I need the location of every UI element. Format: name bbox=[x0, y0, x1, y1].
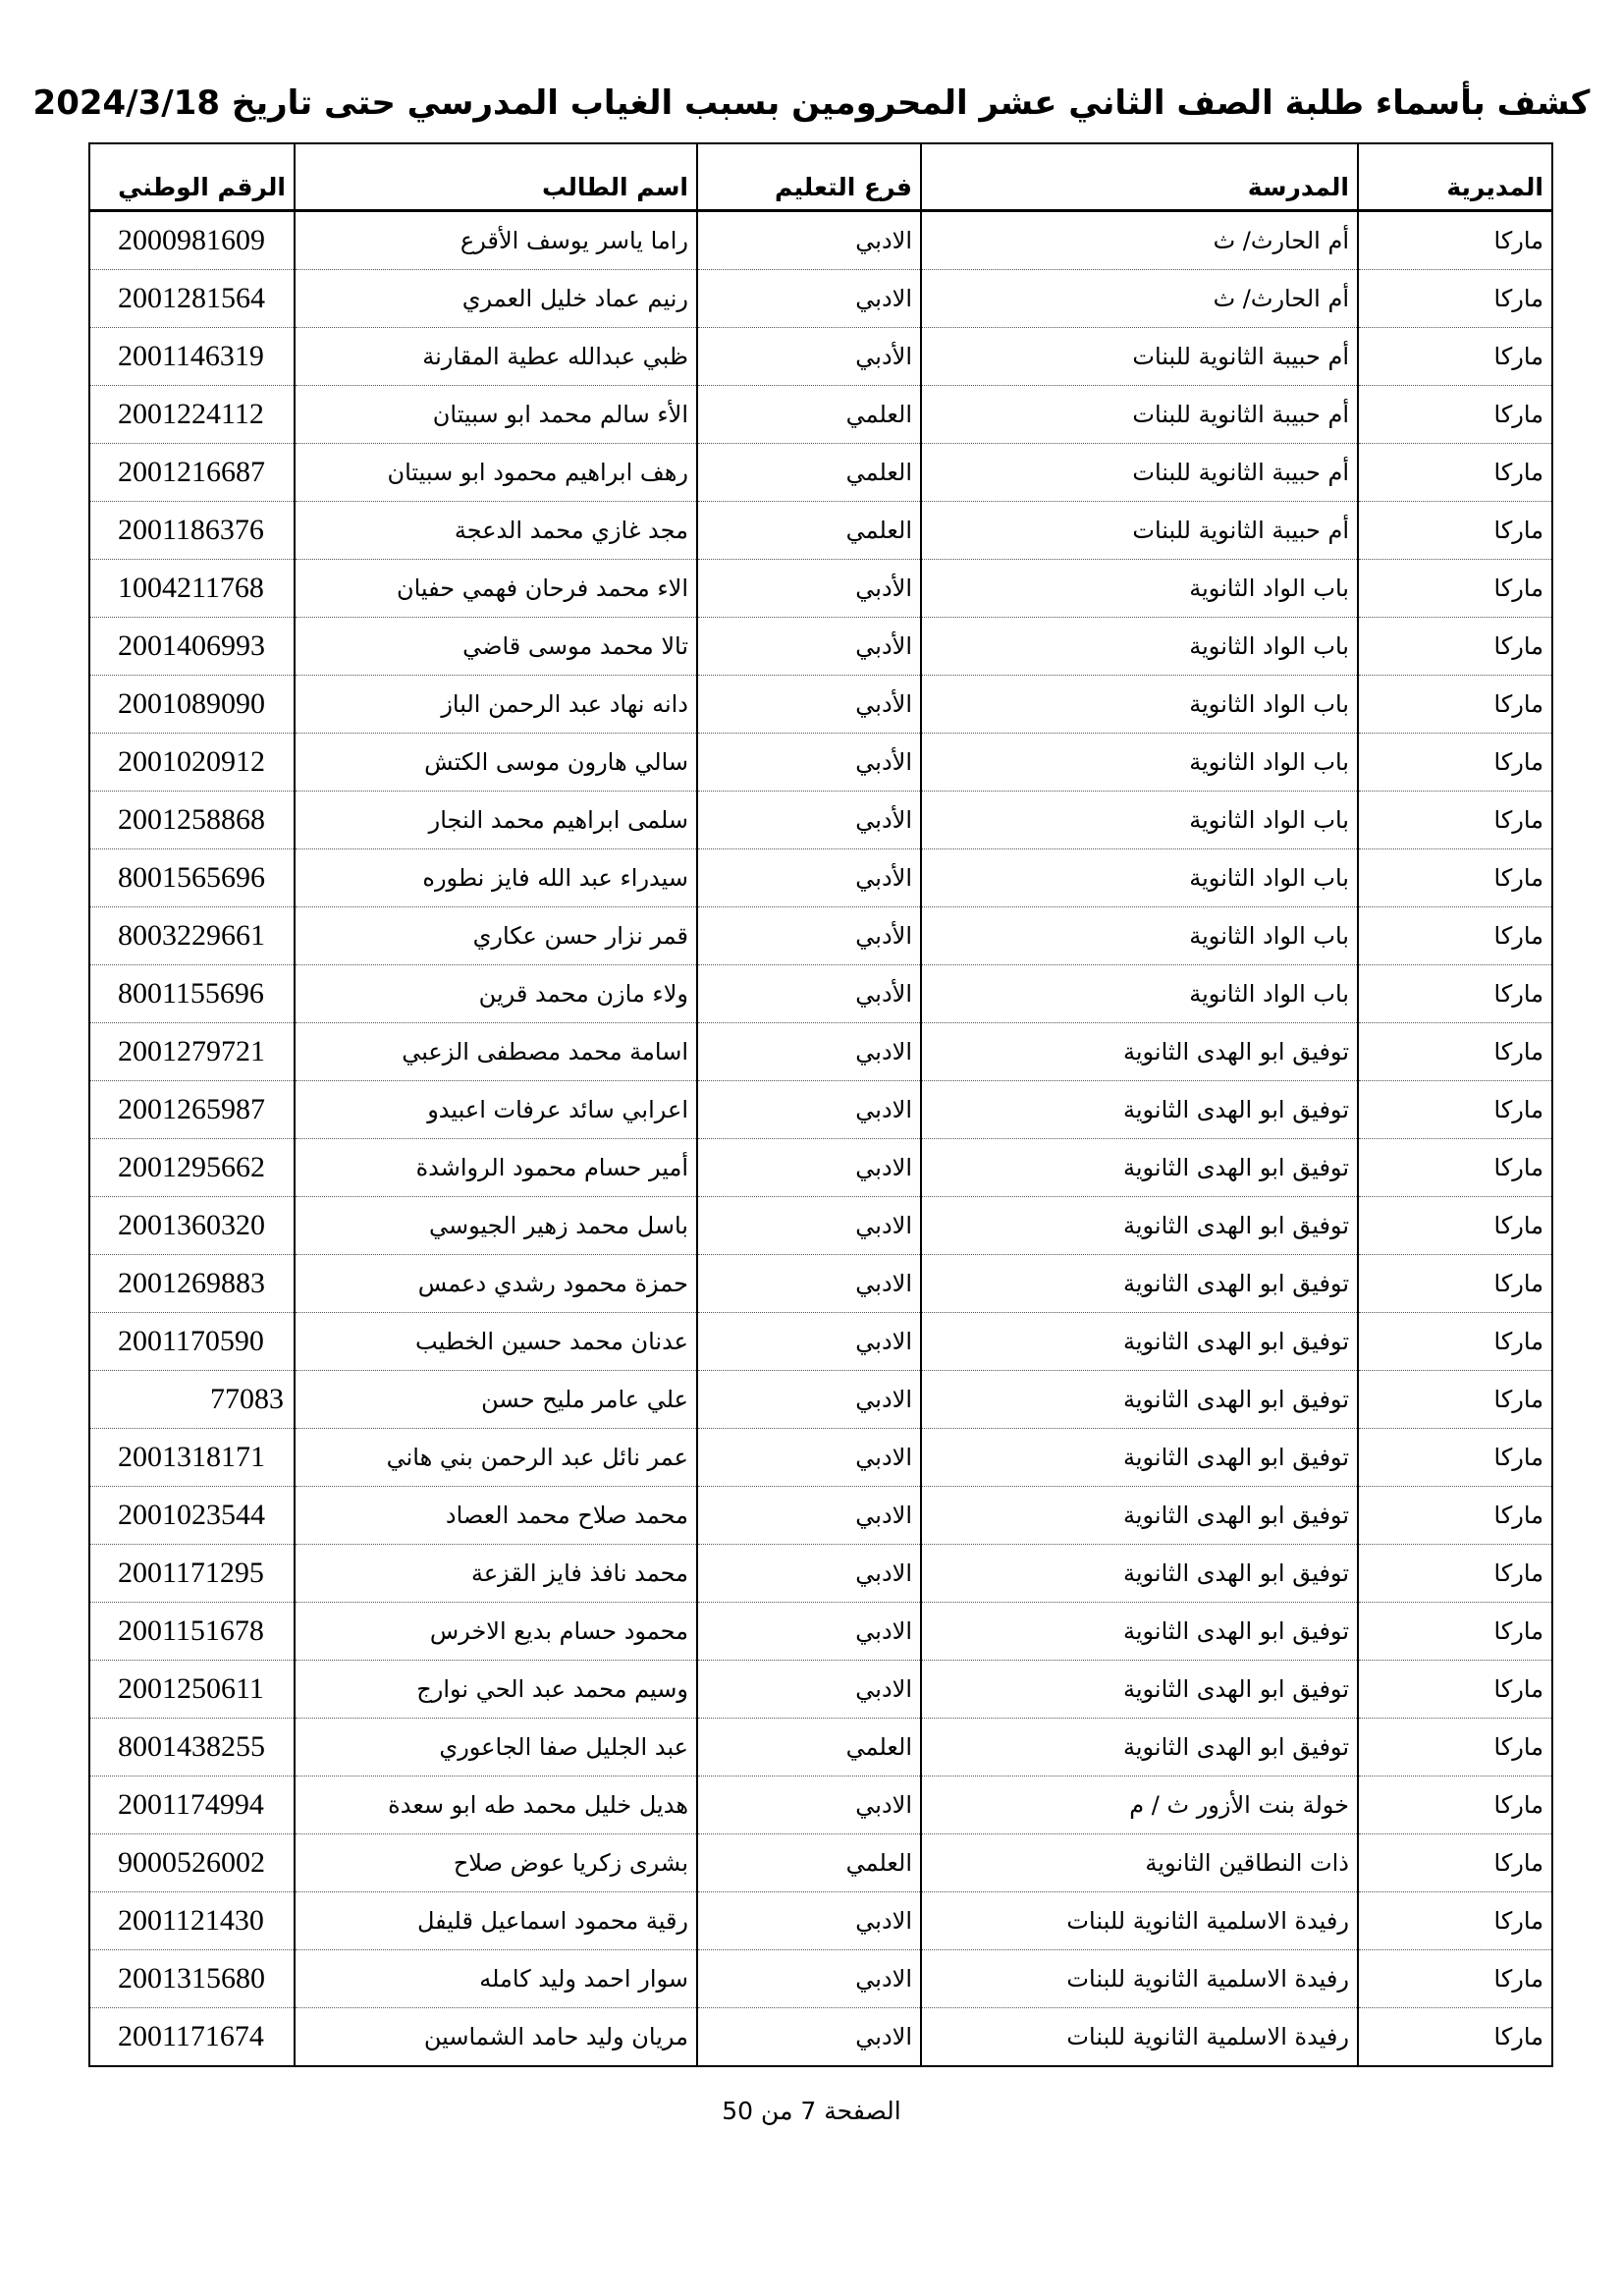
national-id-cell: 2001020912 bbox=[89, 734, 295, 792]
school-cell: رفيدة الاسلمية الثانوية للبنات bbox=[921, 2008, 1358, 2067]
school-cell: توفيق ابو الهدى الثانوية bbox=[921, 1487, 1358, 1545]
student-name-cell: عمر نائل عبد الرحمن بني هاني bbox=[295, 1429, 697, 1487]
branch-cell: الادبي bbox=[697, 1487, 921, 1545]
table-row bbox=[89, 1777, 1552, 1834]
national-id-cell: 2001406993 bbox=[89, 618, 295, 676]
table-row bbox=[89, 1023, 1552, 1081]
branch-cell: العلمي bbox=[697, 444, 921, 502]
branch-cell: الادبي bbox=[697, 1429, 921, 1487]
student-name-cell: قمر نزار حسن عكاري bbox=[295, 907, 697, 965]
header-school: المدرسة bbox=[921, 143, 1358, 211]
directorate-cell: ماركا bbox=[1358, 1603, 1552, 1661]
branch-cell: الأدبي bbox=[697, 965, 921, 1023]
school-cell: باب الواد الثانوية bbox=[921, 965, 1358, 1023]
student-name-cell: أمير حسام محمود الرواشدة bbox=[295, 1139, 697, 1197]
table-row bbox=[89, 1197, 1552, 1255]
table-body bbox=[89, 211, 1552, 2067]
branch-cell: الادبي bbox=[697, 1371, 921, 1429]
school-cell: ذات النطاقين الثانوية bbox=[921, 1834, 1358, 1892]
student-name-cell: الأء سالم محمد ابو سبيتان bbox=[295, 386, 697, 444]
directorate-cell: ماركا bbox=[1358, 1371, 1552, 1429]
table-header-row bbox=[89, 143, 1552, 211]
directorate-cell: ماركا bbox=[1358, 1661, 1552, 1719]
branch-cell: الادبي bbox=[697, 1197, 921, 1255]
national-id-cell: 2001170590 bbox=[89, 1313, 295, 1371]
national-id-cell: 2001089090 bbox=[89, 676, 295, 734]
branch-cell: الادبي bbox=[697, 1661, 921, 1719]
header-branch: فرع التعليم bbox=[697, 143, 921, 211]
national-id-cell: 1004211768 bbox=[89, 560, 295, 618]
student-name-cell: بشرى زكريا عوض صلاح bbox=[295, 1834, 697, 1892]
table-row bbox=[89, 1429, 1552, 1487]
table-row bbox=[89, 1834, 1552, 1892]
branch-cell: العلمي bbox=[697, 386, 921, 444]
branch-cell: الأدبي bbox=[697, 560, 921, 618]
branch-cell: الأدبي bbox=[697, 792, 921, 849]
student-name-cell: رقية محمود اسماعيل قليفل bbox=[295, 1892, 697, 1950]
branch-cell: الادبي bbox=[697, 1603, 921, 1661]
school-cell: باب الواد الثانوية bbox=[921, 849, 1358, 907]
student-name-cell: محمد نافذ فايز القزعة bbox=[295, 1545, 697, 1603]
branch-cell: العلمي bbox=[697, 1719, 921, 1777]
national-id-cell: 8001438255 bbox=[89, 1719, 295, 1777]
table-row bbox=[89, 849, 1552, 907]
national-id-cell: 2001250611 bbox=[89, 1661, 295, 1719]
directorate-cell: ماركا bbox=[1358, 270, 1552, 328]
student-name-cell: محمد صلاح محمد العصاد bbox=[295, 1487, 697, 1545]
table-row bbox=[89, 1892, 1552, 1950]
school-cell: أم حبيبة الثانوية للبنات bbox=[921, 386, 1358, 444]
table-row bbox=[89, 1139, 1552, 1197]
school-cell: باب الواد الثانوية bbox=[921, 907, 1358, 965]
student-name-cell: عبد الجليل صفا الجاعوري bbox=[295, 1719, 697, 1777]
table-row bbox=[89, 792, 1552, 849]
national-id-cell: 8003229661 bbox=[89, 907, 295, 965]
school-cell: باب الواد الثانوية bbox=[921, 792, 1358, 849]
header-directorate: المديرية bbox=[1358, 143, 1552, 211]
directorate-cell: ماركا bbox=[1358, 618, 1552, 676]
student-name-cell: باسل محمد زهير الجيوسي bbox=[295, 1197, 697, 1255]
national-id-cell: 2001171295 bbox=[89, 1545, 295, 1603]
table-row bbox=[89, 676, 1552, 734]
national-id-cell: 8001155696 bbox=[89, 965, 295, 1023]
student-name-cell: تالا محمد موسى قاضي bbox=[295, 618, 697, 676]
student-name-cell: سوار احمد وليد كامله bbox=[295, 1950, 697, 2008]
directorate-cell: ماركا bbox=[1358, 211, 1552, 270]
directorate-cell: ماركا bbox=[1358, 907, 1552, 965]
school-cell: باب الواد الثانوية bbox=[921, 676, 1358, 734]
student-name-cell: سالي هارون موسى الكتش bbox=[295, 734, 697, 792]
student-name-cell: اعرابي سائد عرفات اعبيدو bbox=[295, 1081, 697, 1139]
student-name-cell: ظبي عبدالله عطية المقارنة bbox=[295, 328, 697, 386]
directorate-cell: ماركا bbox=[1358, 1429, 1552, 1487]
student-name-cell: ولاء مازن محمد قرين bbox=[295, 965, 697, 1023]
table-row bbox=[89, 1487, 1552, 1545]
student-name-cell: وسيم محمد عبد الحي نوارج bbox=[295, 1661, 697, 1719]
directorate-cell: ماركا bbox=[1358, 792, 1552, 849]
directorate-cell: ماركا bbox=[1358, 1719, 1552, 1777]
directorate-cell: ماركا bbox=[1358, 1487, 1552, 1545]
table-row bbox=[89, 1545, 1552, 1603]
table-row bbox=[89, 734, 1552, 792]
branch-cell: الادبي bbox=[697, 270, 921, 328]
student-name-cell: سيدراء عبد الله فايز نطوره bbox=[295, 849, 697, 907]
school-cell: باب الواد الثانوية bbox=[921, 560, 1358, 618]
directorate-cell: ماركا bbox=[1358, 1023, 1552, 1081]
student-name-cell: دانه نهاد عبد الرحمن الباز bbox=[295, 676, 697, 734]
student-name-cell: رنيم عماد خليل العمري bbox=[295, 270, 697, 328]
national-id-cell: 2001146319 bbox=[89, 328, 295, 386]
branch-cell: الادبي bbox=[697, 1255, 921, 1313]
table-row bbox=[89, 328, 1552, 386]
table-row bbox=[89, 907, 1552, 965]
branch-cell: الادبي bbox=[697, 1081, 921, 1139]
branch-cell: الأدبي bbox=[697, 734, 921, 792]
school-cell: توفيق ابو الهدى الثانوية bbox=[921, 1313, 1358, 1371]
branch-cell: العلمي bbox=[697, 502, 921, 560]
branch-cell: الأدبي bbox=[697, 328, 921, 386]
student-name-cell: علي عامر مليح حسن bbox=[295, 1371, 697, 1429]
national-id-cell: 2001186376 bbox=[89, 502, 295, 560]
national-id-cell: 2001281564 bbox=[89, 270, 295, 328]
directorate-cell: ماركا bbox=[1358, 444, 1552, 502]
branch-cell: الادبي bbox=[697, 2008, 921, 2067]
directorate-cell: ماركا bbox=[1358, 1255, 1552, 1313]
school-cell: توفيق ابو الهدى الثانوية bbox=[921, 1139, 1358, 1197]
branch-cell: الادبي bbox=[697, 1950, 921, 2008]
national-id-cell: 2001224112 bbox=[89, 386, 295, 444]
branch-cell: العلمي bbox=[697, 1834, 921, 1892]
directorate-cell: ماركا bbox=[1358, 1777, 1552, 1834]
student-name-cell: محمود حسام بديع الاخرس bbox=[295, 1603, 697, 1661]
table-row bbox=[89, 560, 1552, 618]
directorate-cell: ماركا bbox=[1358, 1313, 1552, 1371]
national-id-cell: 8001565696 bbox=[89, 849, 295, 907]
table-row bbox=[89, 965, 1552, 1023]
table-row bbox=[89, 1255, 1552, 1313]
national-id-cell: 2001265987 bbox=[89, 1081, 295, 1139]
national-id-cell: 2001269883 bbox=[89, 1255, 295, 1313]
student-name-cell: سلمى ابراهيم محمد النجار bbox=[295, 792, 697, 849]
school-cell: أم حبيبة الثانوية للبنات bbox=[921, 328, 1358, 386]
page-number: الصفحة 7 من 50 bbox=[722, 2097, 901, 2125]
student-name-cell: رهف ابراهيم محمود ابو سبيتان bbox=[295, 444, 697, 502]
directorate-cell: ماركا bbox=[1358, 560, 1552, 618]
student-name-cell: اسامة محمد مصطفى الزعبي bbox=[295, 1023, 697, 1081]
table-row bbox=[89, 1371, 1552, 1429]
table-row bbox=[89, 211, 1552, 270]
branch-cell: الادبي bbox=[697, 1139, 921, 1197]
table-row bbox=[89, 502, 1552, 560]
branch-cell: الأدبي bbox=[697, 676, 921, 734]
table-row bbox=[89, 1081, 1552, 1139]
directorate-cell: ماركا bbox=[1358, 1892, 1552, 1950]
directorate-cell: ماركا bbox=[1358, 965, 1552, 1023]
table-row bbox=[89, 1313, 1552, 1371]
directorate-cell: ماركا bbox=[1358, 2008, 1552, 2067]
directorate-cell: ماركا bbox=[1358, 1545, 1552, 1603]
school-cell: توفيق ابو الهدى الثانوية bbox=[921, 1371, 1358, 1429]
national-id-cell: 2001023544 bbox=[89, 1487, 295, 1545]
school-cell: باب الواد الثانوية bbox=[921, 618, 1358, 676]
school-cell: أم حبيبة الثانوية للبنات bbox=[921, 502, 1358, 560]
directorate-cell: ماركا bbox=[1358, 734, 1552, 792]
school-cell: باب الواد الثانوية bbox=[921, 734, 1358, 792]
directorate-cell: ماركا bbox=[1358, 1139, 1552, 1197]
branch-cell: الادبي bbox=[697, 1313, 921, 1371]
national-id-cell: 2001295662 bbox=[89, 1139, 295, 1197]
table-row bbox=[89, 1661, 1552, 1719]
table-row bbox=[89, 1950, 1552, 2008]
national-id-cell: 2001318171 bbox=[89, 1429, 295, 1487]
school-cell: أم حبيبة الثانوية للبنات bbox=[921, 444, 1358, 502]
page-title: كشف بأسماء طلبة الصف الثاني عشر المحرومين بسبب الغياب المدرسي حتى تاريخ 2024/3/18 bbox=[32, 83, 1591, 123]
national-id-cell: 2001121430 bbox=[89, 1892, 295, 1950]
branch-cell: الادبي bbox=[697, 1023, 921, 1081]
directorate-cell: ماركا bbox=[1358, 1834, 1552, 1892]
national-id-cell: 2001360320 bbox=[89, 1197, 295, 1255]
branch-cell: الأدبي bbox=[697, 849, 921, 907]
directorate-cell: ماركا bbox=[1358, 1950, 1552, 2008]
branch-cell: الأدبي bbox=[697, 618, 921, 676]
directorate-cell: ماركا bbox=[1358, 386, 1552, 444]
student-name-cell: مجد غازي محمد الدعجة bbox=[295, 502, 697, 560]
school-cell: أم الحارث/ ث bbox=[921, 270, 1358, 328]
national-id-cell: 2001258868 bbox=[89, 792, 295, 849]
table-row bbox=[89, 270, 1552, 328]
national-id-cell: 2001279721 bbox=[89, 1023, 295, 1081]
school-cell: توفيق ابو الهدى الثانوية bbox=[921, 1661, 1358, 1719]
school-cell: توفيق ابو الهدى الثانوية bbox=[921, 1255, 1358, 1313]
branch-cell: الأدبي bbox=[697, 907, 921, 965]
header-national-id: الرقم الوطني bbox=[89, 143, 295, 211]
directorate-cell: ماركا bbox=[1358, 849, 1552, 907]
header-student-name: اسم الطالب bbox=[295, 143, 697, 211]
school-cell: خولة بنت الأزور ث / م bbox=[921, 1777, 1358, 1834]
national-id-cell: 2000981609 bbox=[89, 211, 295, 270]
national-id-cell: 2001151678 bbox=[89, 1603, 295, 1661]
branch-cell: الادبي bbox=[697, 1545, 921, 1603]
branch-cell: الادبي bbox=[697, 1892, 921, 1950]
student-name-cell: حمزة محمود رشدي دعمس bbox=[295, 1255, 697, 1313]
student-name-cell: راما ياسر يوسف الأقرع bbox=[295, 211, 697, 270]
students-table bbox=[88, 142, 1553, 2067]
student-name-cell: هديل خليل محمد طه ابو سعدة bbox=[295, 1777, 697, 1834]
table-row bbox=[89, 1719, 1552, 1777]
school-cell: رفيدة الاسلمية الثانوية للبنات bbox=[921, 1892, 1358, 1950]
table-row bbox=[89, 1603, 1552, 1661]
school-cell: توفيق ابو الهدى الثانوية bbox=[921, 1603, 1358, 1661]
school-cell: توفيق ابو الهدى الثانوية bbox=[921, 1081, 1358, 1139]
directorate-cell: ماركا bbox=[1358, 328, 1552, 386]
school-cell: رفيدة الاسلمية الثانوية للبنات bbox=[921, 1950, 1358, 2008]
branch-cell: الادبي bbox=[697, 211, 921, 270]
school-cell: توفيق ابو الهدى الثانوية bbox=[921, 1023, 1358, 1081]
student-name-cell: الاء محمد فرحان فهمي حفيان bbox=[295, 560, 697, 618]
national-id-cell: 2001171674 bbox=[89, 2008, 295, 2067]
school-cell: توفيق ابو الهدى الثانوية bbox=[921, 1429, 1358, 1487]
national-id-cell: 9000526002 bbox=[89, 1834, 295, 1892]
national-id-cell: 2001216687 bbox=[89, 444, 295, 502]
table-row bbox=[89, 386, 1552, 444]
directorate-cell: ماركا bbox=[1358, 676, 1552, 734]
national-id-cell: 77083 bbox=[89, 1371, 295, 1429]
school-cell: توفيق ابو الهدى الثانوية bbox=[921, 1545, 1358, 1603]
table-row bbox=[89, 444, 1552, 502]
school-cell: توفيق ابو الهدى الثانوية bbox=[921, 1719, 1358, 1777]
directorate-cell: ماركا bbox=[1358, 502, 1552, 560]
table-row bbox=[89, 618, 1552, 676]
student-name-cell: مريان وليد حامد الشماسين bbox=[295, 2008, 697, 2067]
directorate-cell: ماركا bbox=[1358, 1081, 1552, 1139]
table-row bbox=[89, 2008, 1552, 2067]
national-id-cell: 2001315680 bbox=[89, 1950, 295, 2008]
directorate-cell: ماركا bbox=[1358, 1197, 1552, 1255]
school-cell: أم الحارث/ ث bbox=[921, 211, 1358, 270]
branch-cell: الادبي bbox=[697, 1777, 921, 1834]
student-name-cell: عدنان محمد حسين الخطيب bbox=[295, 1313, 697, 1371]
school-cell: توفيق ابو الهدى الثانوية bbox=[921, 1197, 1358, 1255]
national-id-cell: 2001174994 bbox=[89, 1777, 295, 1834]
